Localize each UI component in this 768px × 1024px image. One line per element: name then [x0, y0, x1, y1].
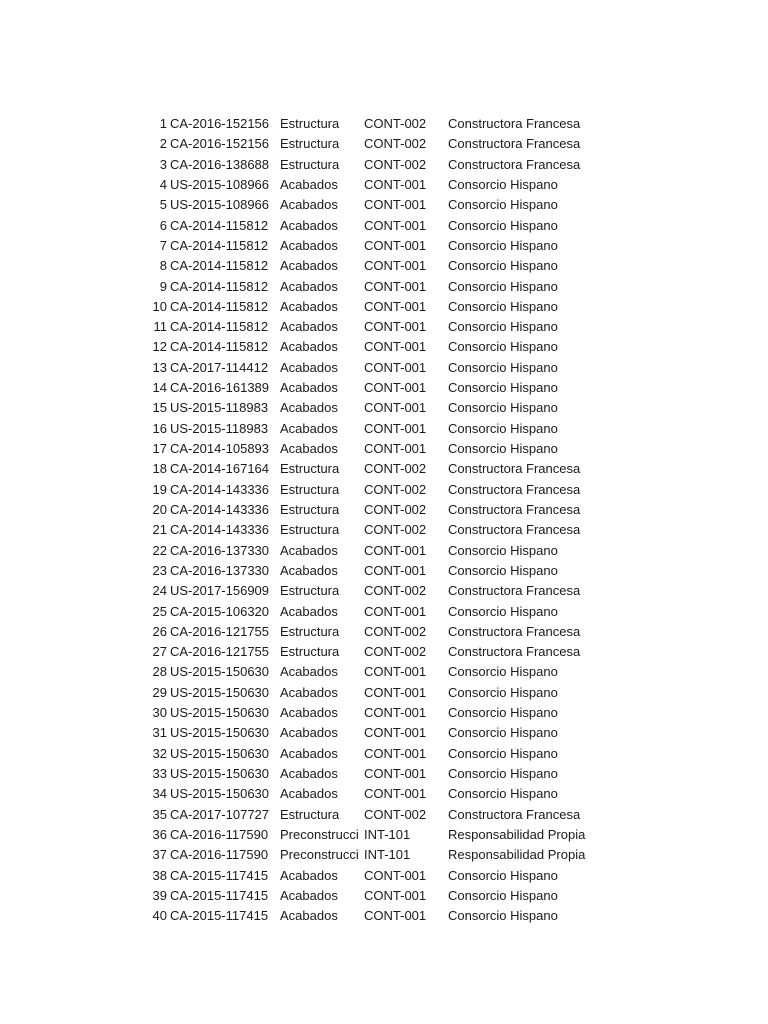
phase: Acabados	[280, 237, 338, 253]
phase: Acabados	[280, 319, 338, 335]
company-name: Consorcio Hispano	[448, 664, 558, 680]
contract-id: CONT-001	[364, 319, 427, 335]
phase: Estructura	[280, 623, 340, 639]
contract-id: CONT-001	[364, 217, 427, 233]
table-row	[0, 845, 768, 865]
project-code: CA-2014-115812	[170, 217, 269, 233]
row-number: 5	[159, 197, 167, 213]
company-name: Constructora Francesa	[448, 522, 581, 538]
company-name: Constructora Francesa	[448, 501, 581, 517]
row-number: 39	[152, 887, 167, 903]
table-row	[0, 500, 768, 520]
table-row	[0, 886, 768, 906]
contract-id: CONT-002	[364, 806, 427, 822]
project-code: CA-2016-137330	[170, 562, 270, 578]
row-number: 22	[152, 542, 167, 558]
table-row	[0, 114, 768, 134]
contract-id: CONT-001	[364, 786, 427, 802]
company-name: Constructora Francesa	[448, 644, 581, 660]
company-name: Consorcio Hispano	[448, 197, 558, 213]
project-code: US-2017-156909	[170, 583, 270, 599]
phase: Acabados	[280, 603, 338, 619]
phase: Acabados	[280, 420, 338, 436]
phase: Acabados	[280, 298, 338, 314]
table-row	[0, 784, 768, 804]
contract-id: CONT-001	[364, 542, 427, 558]
project-code: US-2015-150630	[170, 705, 270, 721]
row-number: 8	[159, 258, 167, 274]
project-code: CA-2014-143336	[170, 501, 270, 517]
row-number: 17	[152, 441, 167, 456]
table-row	[0, 480, 768, 500]
contract-id: CONT-001	[364, 400, 427, 416]
company-name: Constructora Francesa	[448, 806, 581, 822]
company-name: Consorcio Hispano	[448, 684, 558, 700]
row-number: 21	[152, 522, 167, 538]
project-code: US-2015-118983	[170, 420, 269, 436]
table-row	[0, 256, 768, 276]
phase: Estructura	[280, 644, 340, 660]
row-number: 26	[152, 623, 167, 639]
project-code: CA-2014-115812	[170, 237, 269, 253]
project-code: CA-2014-143336	[170, 481, 270, 497]
contract-id: CONT-001	[364, 176, 427, 192]
company-name: Constructora Francesa	[448, 461, 581, 477]
company-name: Consorcio Hispano	[448, 400, 558, 416]
company-name: Responsabilidad Propia	[448, 826, 586, 842]
row-number: 18	[152, 461, 167, 477]
table-row	[0, 134, 768, 154]
project-code: CA-2015-117415	[170, 887, 269, 903]
row-number: 28	[152, 664, 167, 680]
project-code: CA-2017-114412	[170, 359, 269, 375]
table-row	[0, 744, 768, 764]
company-name: Consorcio Hispano	[448, 359, 558, 375]
contract-id: INT-101	[364, 826, 411, 842]
phase: Acabados	[280, 217, 338, 233]
row-number: 10	[152, 298, 167, 314]
row-number: 2	[159, 136, 167, 152]
contract-id: CONT-001	[364, 745, 427, 761]
row-number: 35	[152, 806, 167, 822]
row-number: 32	[152, 745, 167, 761]
company-name: Consorcio Hispano	[448, 786, 558, 802]
phase: Preconstrucci	[280, 847, 359, 863]
contract-id: CONT-001	[364, 237, 427, 253]
row-number: 15	[152, 400, 167, 416]
contract-id: CONT-001	[364, 380, 427, 396]
phase: Acabados	[280, 197, 338, 213]
table-row	[0, 581, 768, 601]
row-number: 12	[152, 339, 167, 355]
table-row	[0, 297, 768, 317]
contract-id: CONT-002	[364, 583, 427, 599]
project-code: US-2015-108966	[170, 176, 270, 192]
contract-id: CONT-002	[364, 136, 427, 152]
table-row	[0, 398, 768, 418]
company-name: Consorcio Hispano	[448, 176, 558, 192]
contract-id: CONT-001	[364, 867, 427, 883]
row-number: 3	[159, 156, 167, 172]
phase: Estructura	[280, 461, 340, 477]
company-name: Consorcio Hispano	[448, 705, 558, 721]
company-name: Consorcio Hispano	[448, 745, 558, 761]
row-number: 36	[152, 826, 167, 842]
project-code: US-2015-118983	[170, 400, 269, 416]
phase: Acabados	[280, 725, 338, 741]
contract-id: CONT-002	[364, 481, 427, 497]
contract-id: CONT-001	[364, 725, 427, 741]
project-code: CA-2016-137330	[170, 542, 270, 558]
project-code: CA-2016-161389	[170, 380, 270, 396]
contract-id: CONT-001	[364, 339, 427, 355]
company-name: Consorcio Hispano	[448, 603, 558, 619]
phase: Estructura	[280, 806, 340, 822]
contract-id: INT-101	[364, 847, 411, 863]
project-code: CA-2015-117415	[170, 908, 269, 924]
row-number: 25	[152, 603, 167, 619]
project-code: CA-2014-115812	[170, 339, 269, 355]
table-row	[0, 662, 768, 682]
table-row	[0, 317, 768, 337]
phase: Acabados	[280, 380, 338, 396]
table-row	[0, 236, 768, 256]
phase: Acabados	[280, 176, 338, 192]
phase: Acabados	[280, 766, 338, 781]
phase: Preconstrucci	[280, 826, 359, 842]
table-row	[0, 906, 768, 926]
company-name: Consorcio Hispano	[448, 380, 558, 396]
company-name: Constructora Francesa	[448, 136, 581, 152]
project-code: US-2015-150630	[170, 745, 270, 761]
company-name: Consorcio Hispano	[448, 278, 558, 294]
contract-id: CONT-001	[364, 908, 427, 924]
contract-id: CONT-001	[364, 278, 427, 294]
table-row	[0, 378, 768, 398]
row-number: 13	[152, 359, 167, 375]
table-row	[0, 175, 768, 195]
row-number: 33	[152, 766, 167, 781]
table-row	[0, 723, 768, 743]
contract-id: CONT-001	[364, 258, 427, 274]
phase: Estructura	[280, 583, 340, 599]
table-row	[0, 805, 768, 825]
phase: Acabados	[280, 664, 338, 680]
row-number: 20	[152, 501, 167, 517]
project-code: CA-2016-138688	[170, 156, 270, 172]
contract-id: CONT-002	[364, 156, 427, 172]
phase: Acabados	[280, 887, 338, 903]
contract-id: CONT-002	[364, 623, 427, 639]
row-number: 40	[152, 908, 167, 924]
company-name: Responsabilidad Propia	[448, 847, 586, 863]
company-name: Consorcio Hispano	[448, 766, 558, 781]
company-name: Consorcio Hispano	[448, 319, 558, 335]
phase: Acabados	[280, 684, 338, 700]
contract-id: CONT-002	[364, 522, 427, 538]
table-row	[0, 622, 768, 642]
phase: Acabados	[280, 867, 338, 883]
project-code: CA-2017-107727	[170, 806, 270, 822]
table-row	[0, 602, 768, 622]
company-name: Consorcio Hispano	[448, 237, 558, 253]
phase: Acabados	[280, 278, 338, 294]
contract-id: CONT-001	[364, 684, 427, 700]
phase: Estructura	[280, 116, 340, 131]
row-number: 11	[153, 319, 167, 335]
row-number: 19	[152, 481, 167, 497]
row-number: 27	[152, 644, 167, 660]
row-number: 29	[152, 684, 167, 700]
contract-id: CONT-002	[364, 461, 427, 477]
contract-id: CONT-002	[364, 644, 427, 660]
project-code: CA-2016-121755	[170, 623, 270, 639]
table-row	[0, 459, 768, 479]
company-name: Constructora Francesa	[448, 623, 581, 639]
table-row	[0, 764, 768, 784]
phase: Estructura	[280, 522, 340, 538]
project-code: US-2015-150630	[170, 664, 270, 680]
project-code: US-2015-150630	[170, 684, 270, 700]
project-code: CA-2014-115812	[170, 319, 269, 335]
project-code: CA-2016-117590	[170, 826, 269, 842]
phase: Acabados	[280, 441, 338, 456]
phase: Acabados	[280, 705, 338, 721]
row-number: 31	[152, 725, 167, 741]
row-number: 4	[159, 176, 167, 192]
table-row	[0, 642, 768, 662]
phase: Estructura	[280, 481, 340, 497]
phase: Acabados	[280, 562, 338, 578]
project-code: CA-2015-106320	[170, 603, 270, 619]
project-code: CA-2016-117590	[170, 847, 269, 863]
phase: Acabados	[280, 542, 338, 558]
contract-id: CONT-002	[364, 116, 427, 131]
project-code: US-2015-150630	[170, 766, 270, 781]
company-name: Consorcio Hispano	[448, 441, 558, 456]
contract-id: CONT-001	[364, 603, 427, 619]
row-number: 38	[152, 867, 167, 883]
company-name: Consorcio Hispano	[448, 542, 558, 558]
table-row	[0, 419, 768, 439]
table-row	[0, 561, 768, 581]
project-code: CA-2014-143336	[170, 522, 270, 538]
company-name: Constructora Francesa	[448, 481, 581, 497]
project-code: CA-2014-167164	[170, 461, 270, 477]
company-name: Constructora Francesa	[448, 156, 581, 172]
table-row	[0, 520, 768, 540]
row-number: 1	[159, 116, 167, 131]
project-code: CA-2014-115812	[170, 258, 269, 274]
phase: Acabados	[280, 786, 338, 802]
company-name: Constructora Francesa	[448, 116, 581, 131]
row-number: 9	[159, 278, 167, 294]
contract-id: CONT-001	[364, 441, 427, 456]
company-name: Consorcio Hispano	[448, 217, 558, 233]
project-code: US-2015-108966	[170, 197, 270, 213]
row-number: 7	[159, 237, 167, 253]
contract-id: CONT-001	[364, 705, 427, 721]
company-name: Consorcio Hispano	[448, 339, 558, 355]
phase: Estructura	[280, 156, 340, 172]
data-table	[0, 114, 768, 927]
table-row	[0, 216, 768, 236]
project-code: CA-2014-115812	[170, 278, 269, 294]
project-code: US-2015-150630	[170, 725, 270, 741]
project-code: CA-2016-152156	[170, 116, 270, 131]
row-number: 34	[152, 786, 167, 802]
phase: Acabados	[280, 258, 338, 274]
project-code: US-2015-150630	[170, 786, 270, 802]
contract-id: CONT-001	[364, 197, 427, 213]
phase: Acabados	[280, 339, 338, 355]
phase: Estructura	[280, 136, 340, 152]
project-code: CA-2016-121755	[170, 644, 270, 660]
table-row	[0, 866, 768, 886]
company-name: Consorcio Hispano	[448, 258, 558, 274]
contract-id: CONT-001	[364, 562, 427, 578]
phase: Acabados	[280, 745, 338, 761]
table-row	[0, 337, 768, 357]
table-row	[0, 683, 768, 703]
phase: Acabados	[280, 359, 338, 375]
contract-id: CONT-001	[364, 766, 427, 781]
row-number: 14	[152, 380, 167, 396]
row-number: 16	[152, 420, 167, 436]
contract-id: CONT-001	[364, 420, 427, 436]
table-row	[0, 155, 768, 175]
table-row	[0, 358, 768, 378]
row-number: 6	[159, 217, 167, 233]
project-code: CA-2016-152156	[170, 136, 270, 152]
row-number: 23	[152, 562, 167, 578]
table-row	[0, 195, 768, 215]
project-code: CA-2015-117415	[170, 867, 269, 883]
contract-id: CONT-001	[364, 298, 427, 314]
contract-id: CONT-001	[364, 664, 427, 680]
row-number: 24	[152, 583, 167, 599]
company-name: Consorcio Hispano	[448, 420, 558, 436]
phase: Estructura	[280, 501, 340, 517]
contract-id: CONT-001	[364, 887, 427, 903]
contract-id: CONT-002	[364, 501, 427, 517]
table-row	[0, 277, 768, 297]
phase: Acabados	[280, 400, 338, 416]
company-name: Consorcio Hispano	[448, 887, 558, 903]
phase: Acabados	[280, 908, 338, 924]
contract-id: CONT-001	[364, 359, 427, 375]
row-number: 30	[152, 705, 167, 721]
company-name: Consorcio Hispano	[448, 562, 558, 578]
company-name: Consorcio Hispano	[448, 298, 558, 314]
row-number: 37	[152, 847, 167, 863]
table-row	[0, 439, 768, 459]
company-name: Consorcio Hispano	[448, 908, 558, 924]
table-row	[0, 825, 768, 845]
table-row	[0, 703, 768, 723]
company-name: Constructora Francesa	[448, 583, 581, 599]
project-code: CA-2014-105893	[170, 441, 270, 456]
company-name: Consorcio Hispano	[448, 867, 558, 883]
project-code: CA-2014-115812	[170, 298, 269, 314]
company-name: Consorcio Hispano	[448, 725, 558, 741]
table-row	[0, 541, 768, 561]
